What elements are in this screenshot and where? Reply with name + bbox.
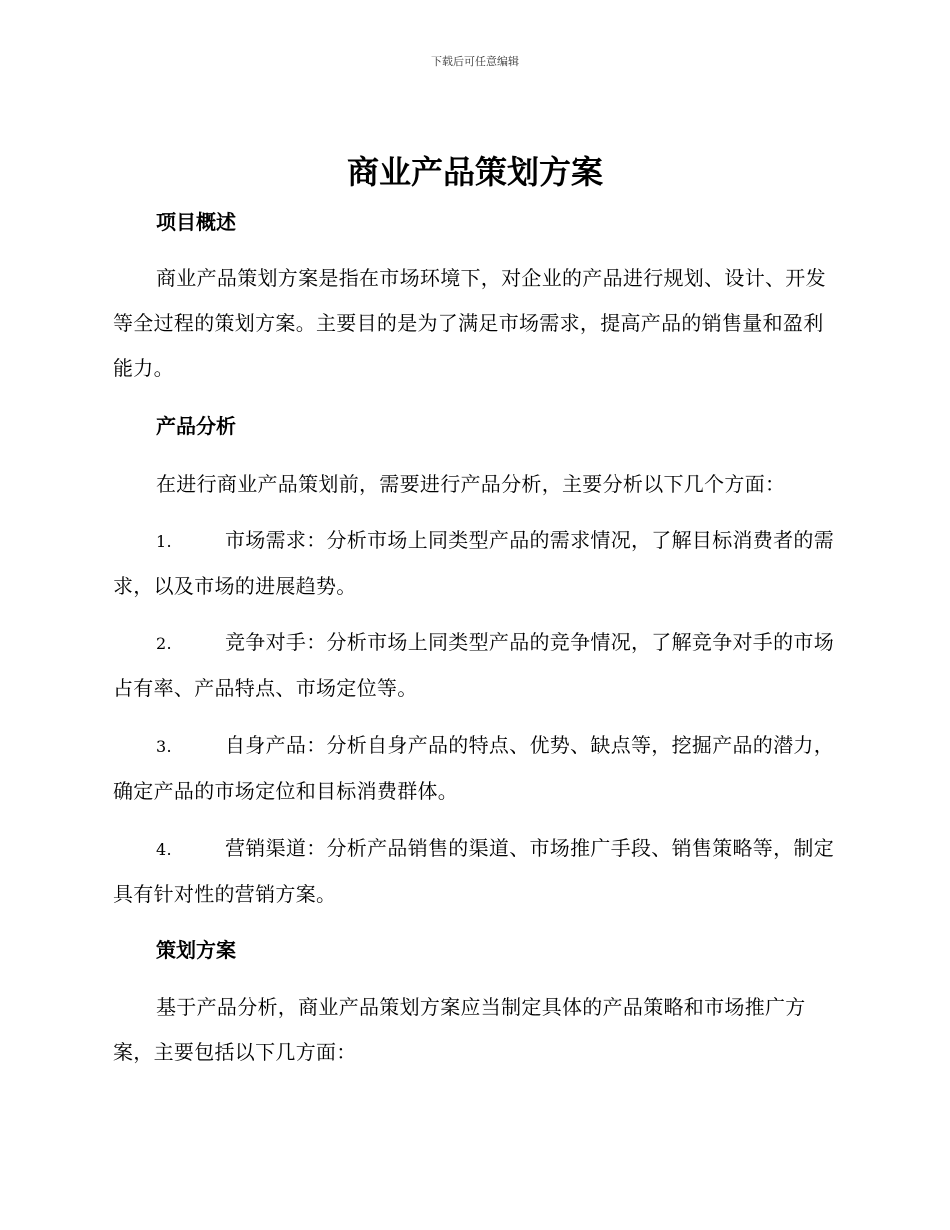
- list-item-number: 4.: [156, 840, 172, 859]
- analysis-list-item: [113, 518, 843, 609]
- analysis-list-item: [113, 723, 843, 814]
- header-note: 下载后可任意编辑: [431, 55, 519, 68]
- list-item-number: 3.: [156, 737, 172, 756]
- section-heading-analysis: 产品分析: [156, 414, 236, 438]
- list-item-text: 营销渠道：分析产品销售的渠道、市场推广手段、销售策略等，制定具有针对性的营销方案。: [113, 836, 834, 906]
- analysis-list-item: [113, 620, 843, 711]
- list-item-number: 1.: [156, 532, 172, 551]
- list-item-text: 市场需求：分析市场上同类型产品的需求情况，了解目标消费者的需求，以及市场的进展趋势。: [113, 528, 834, 598]
- list-item-text: 竞争对手：分析市场上同类型产品的竞争情况，了解竞争对手的市场占有率、产品特点、市场定位等。: [113, 630, 834, 700]
- section-heading-overview: 项目概述: [156, 210, 236, 234]
- analysis-intro-paragraph: 在进行商业产品策划前，需要进行产品分析，主要分析以下几个方面：: [156, 472, 786, 496]
- list-item-number: 2.: [156, 634, 172, 653]
- analysis-list-item: [113, 826, 843, 917]
- document-title: 商业产品策划方案: [346, 153, 603, 191]
- overview-paragraph: 商业产品策划方案是指在市场环境下，对企业的产品进行规划、设计、开发等全过程的策划方案。主要目的是为了满足市场需求，提高产品的销售量和盈利能力。: [113, 266, 826, 380]
- list-item-text: 自身产品：分析自身产品的特点、优势、缺点等，挖掘产品的潜力，确定产品的市场定位和目标消费群体。: [113, 733, 834, 803]
- section-heading-plan: 策划方案: [156, 938, 236, 962]
- plan-paragraph: 基于产品分析，商业产品策划方案应当制定具体的产品策略和市场推广方案，主要包括以下几方面：: [113, 995, 806, 1064]
